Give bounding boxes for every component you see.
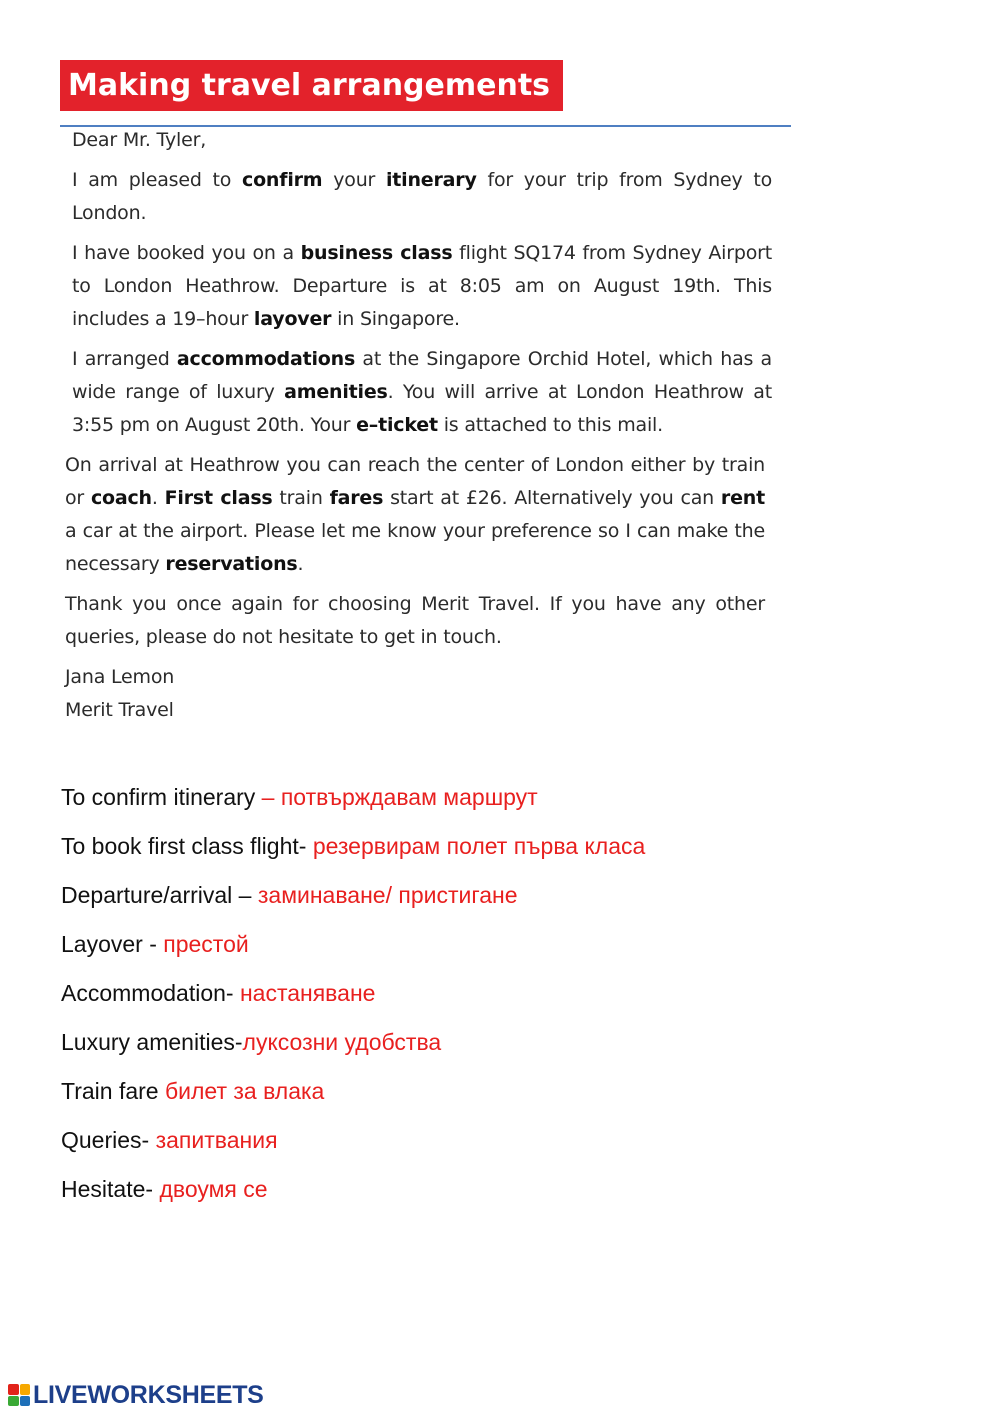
vocab-translation: двоумя се — [159, 1176, 268, 1202]
liveworksheets-logo — [8, 1382, 264, 1408]
text-run: I am pleased to — [72, 169, 243, 191]
keyword: amenities — [284, 381, 388, 403]
keyword: reservations — [165, 553, 298, 575]
text-run: I arranged — [72, 348, 177, 370]
logo-square — [8, 1396, 19, 1407]
text-run: train — [272, 487, 330, 509]
vocab-term: Layover - — [61, 931, 164, 957]
vocab-item — [61, 1120, 645, 1169]
keyword: business class — [300, 242, 453, 264]
logo-text: LIVEWORKSHEETS — [33, 1380, 264, 1409]
vocab-term: Hesitate- — [61, 1176, 160, 1202]
vocab-translation: заминаване/ пристигане — [257, 882, 518, 908]
letter-paragraph — [72, 343, 772, 442]
vocab-term: Departure/arrival – — [61, 882, 258, 908]
vocab-item — [61, 1169, 645, 1218]
vocab-item — [61, 777, 645, 826]
keyword: e–ticket — [356, 414, 438, 436]
text-run: flight SQ174 from Sydney Airport to London Heathrow. Departure is at 8:05 am on August 19th. This includes a 19–hour — [72, 242, 773, 330]
vocab-item — [61, 1071, 645, 1120]
text-run: . — [297, 553, 304, 575]
keyword: layover — [253, 308, 332, 330]
text-run: I have booked you on a — [72, 242, 301, 264]
vocab-translation: – потвърждавам маршрут — [261, 784, 538, 810]
vocab-term: Accommodation- — [61, 980, 240, 1006]
letter-greeting: Dear Mr. Tyler, — [72, 129, 207, 151]
keyword: confirm — [242, 169, 323, 191]
vocab-item — [61, 973, 645, 1022]
vocab-translation: резервирам полет първа класа — [312, 833, 646, 859]
vocab-term: To book first class flight- — [61, 833, 313, 859]
keyword: rent — [720, 487, 765, 509]
text-run: for your trip from Sydney to London. — [72, 169, 773, 224]
logo-square — [8, 1384, 19, 1395]
text-run: start at £26. Alternatively you can — [383, 487, 721, 509]
vocab-translation: настаняване — [239, 980, 376, 1006]
vocab-term: Train fare — [61, 1078, 165, 1104]
vocabulary-list — [61, 777, 645, 1218]
keyword: First class — [164, 487, 273, 509]
vocab-item — [61, 1022, 645, 1071]
keyword: itinerary — [385, 169, 477, 191]
logo-square — [20, 1396, 31, 1407]
letter-paragraph — [65, 449, 765, 581]
vocab-term: Luxury amenities- — [61, 1029, 243, 1055]
keyword: accommodations — [176, 348, 356, 370]
vocab-term: Queries- — [61, 1127, 156, 1153]
text-run: in Singapore. — [331, 308, 460, 330]
text-run: . — [151, 487, 165, 509]
text-run: your — [322, 169, 386, 191]
text-run: Thank you once again for choosing Merit Travel. If you have any other queries, please do not hesitate to get in touch. — [65, 593, 765, 648]
letter-paragraph — [72, 164, 772, 230]
vocab-translation: престой — [163, 931, 249, 957]
vocab-item — [61, 875, 645, 924]
letter-paragraph — [65, 588, 765, 654]
vocab-translation: запитвания — [155, 1127, 278, 1153]
signature-name: Jana Lemon — [65, 666, 175, 688]
keyword: fares — [329, 487, 384, 509]
text-run: a car at the airport. Please let me know your preference so I can make the necessary — [65, 520, 765, 575]
logo-square — [20, 1384, 31, 1395]
page-title: Making travel arrangements — [60, 60, 563, 111]
letter — [65, 124, 773, 727]
text-run: is attached to this mail. — [437, 414, 663, 436]
text-run: . You will arrive at London Heathrow at 3:55 pm on August 20th. Your — [72, 381, 773, 436]
keyword: coach — [90, 487, 152, 509]
signature-company: Merit Travel — [65, 699, 174, 721]
letter-paragraph — [72, 237, 772, 336]
vocab-item — [61, 826, 645, 875]
vocab-item — [61, 924, 645, 973]
logo-mark-icon — [8, 1384, 30, 1406]
text-run: at the Singapore Orchid Hotel, which has a wide range of luxury — [72, 348, 772, 403]
vocab-term: To confirm itinerary — [61, 784, 262, 810]
text-run: On arrival at Heathrow you can reach the center of London either by train or — [65, 454, 765, 509]
vocab-translation: луксозни удобства — [242, 1029, 442, 1055]
vocab-translation: билет за влака — [164, 1078, 325, 1104]
